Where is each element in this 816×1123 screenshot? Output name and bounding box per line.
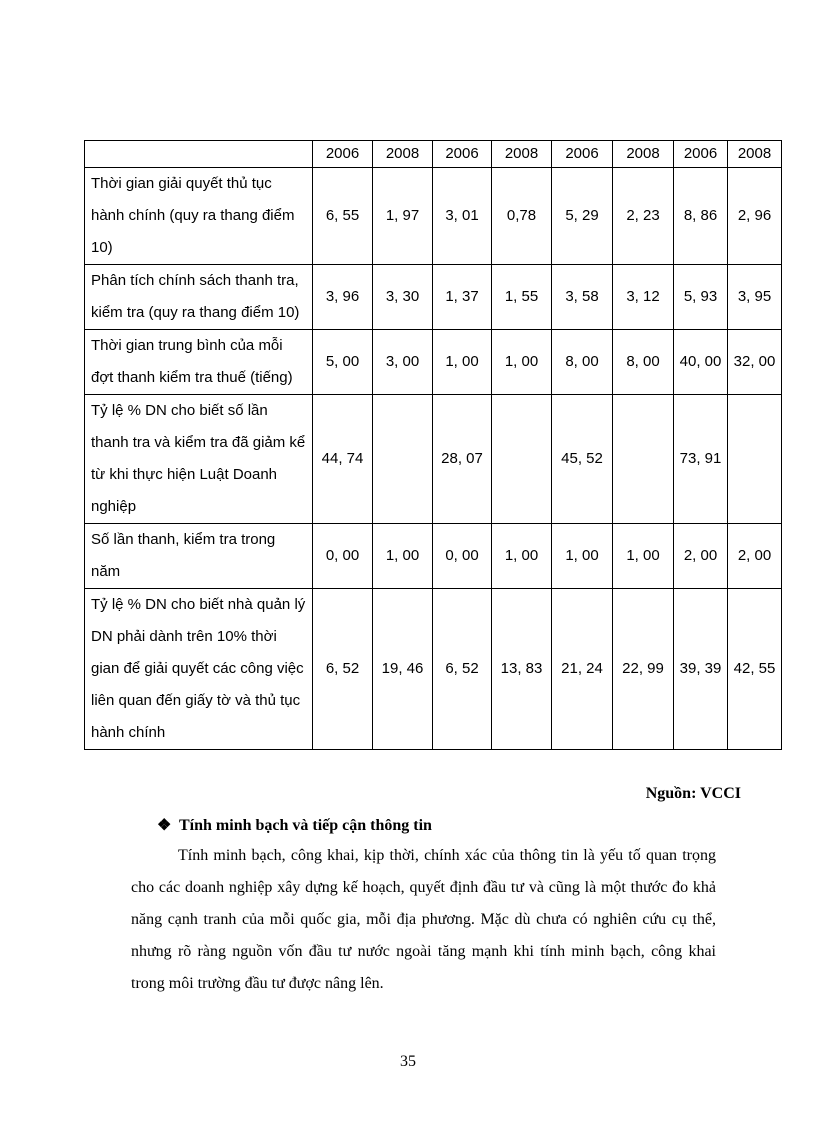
section-heading: [157, 814, 432, 838]
value-cell: 1, 37: [433, 265, 492, 330]
table-row: [85, 589, 782, 750]
value-cell: 5, 93: [674, 265, 728, 330]
value-cell: 3, 12: [613, 265, 674, 330]
section-heading-text: Tính minh bạch và tiếp cận thông tin: [179, 817, 432, 834]
value-cell: 0, 00: [313, 524, 373, 589]
value-cell: 32, 00: [728, 330, 782, 395]
year-header: 2006: [313, 141, 373, 168]
value-cell: 22, 99: [613, 589, 674, 750]
year-header: 2008: [373, 141, 433, 168]
value-cell: 42, 55: [728, 589, 782, 750]
value-cell: 3, 00: [373, 330, 433, 395]
value-cell: [728, 395, 782, 524]
year-header: 2008: [613, 141, 674, 168]
row-label: Số lần thanh, kiểm tra trong năm: [85, 524, 313, 589]
year-header: 2006: [433, 141, 492, 168]
value-cell: 21, 24: [552, 589, 613, 750]
value-cell: 2, 00: [728, 524, 782, 589]
table-row: [85, 395, 782, 524]
value-cell: 3, 01: [433, 168, 492, 265]
year-header: 2008: [492, 141, 552, 168]
value-cell: 8, 86: [674, 168, 728, 265]
value-cell: 39, 39: [674, 589, 728, 750]
value-cell: 1, 00: [433, 330, 492, 395]
value-cell: 19, 46: [373, 589, 433, 750]
value-cell: 1, 00: [552, 524, 613, 589]
value-cell: 3, 95: [728, 265, 782, 330]
value-cell: 8, 00: [552, 330, 613, 395]
value-cell: 0, 00: [433, 524, 492, 589]
value-cell: 1, 55: [492, 265, 552, 330]
table-row: [85, 524, 782, 589]
value-cell: 0,78: [492, 168, 552, 265]
value-cell: 3, 30: [373, 265, 433, 330]
table-row: [85, 330, 782, 395]
value-cell: 40, 00: [674, 330, 728, 395]
value-cell: [613, 395, 674, 524]
value-cell: 3, 58: [552, 265, 613, 330]
value-cell: 8, 00: [613, 330, 674, 395]
value-cell: 1, 00: [492, 330, 552, 395]
value-cell: 6, 52: [313, 589, 373, 750]
data-table: [84, 140, 782, 750]
value-cell: 6, 55: [313, 168, 373, 265]
value-cell: 1, 97: [373, 168, 433, 265]
body-paragraph: Tính minh bạch, công khai, kịp thời, chính xác của thông tin là yếu tố quan trọng cho các doanh nghiệp xây dựng kế hoạch, quyết định đầu tư và cũng là một thước đo khả năng cạnh tranh của mỗi quốc gia, mỗi địa phương. Mặc dù chưa có nghiên cứu cụ thể, nhưng rõ ràng nguồn vốn đầu tư nước ngoài tăng mạnh khi tính minh bạch, công khai trong môi trường đầu tư được nâng lên.: [131, 847, 716, 992]
value-cell: 2, 96: [728, 168, 782, 265]
value-cell: 1, 00: [613, 524, 674, 589]
source-note: Nguồn: VCCI: [645, 785, 741, 802]
value-cell: 28, 07: [433, 395, 492, 524]
value-cell: 6, 52: [433, 589, 492, 750]
table-header-row: [85, 141, 782, 168]
row-label: Tỷ lệ % DN cho biết nhà quản lý DN phải dành trên 10% thời gian để giải quyết các công việc liên quan đến giấy tờ và thủ tục hành chính: [85, 589, 313, 750]
value-cell: 45, 52: [552, 395, 613, 524]
value-cell: 13, 83: [492, 589, 552, 750]
year-header: 2008: [728, 141, 782, 168]
value-cell: 2, 00: [674, 524, 728, 589]
row-label: Thời gian trung bình của mỗi đợt thanh kiểm tra thuế (tiếng): [85, 330, 313, 395]
row-label: Thời gian giải quyết thủ tục hành chính (quy ra thang điểm 10): [85, 168, 313, 265]
value-cell: 1, 00: [373, 524, 433, 589]
value-cell: 5, 29: [552, 168, 613, 265]
year-header: 2006: [552, 141, 613, 168]
diamond-bullet-icon: ❖: [157, 817, 172, 834]
value-cell: 3, 96: [313, 265, 373, 330]
value-cell: 44, 74: [313, 395, 373, 524]
value-cell: [373, 395, 433, 524]
header-empty-cell: [85, 141, 313, 168]
value-cell: 73, 91: [674, 395, 728, 524]
value-cell: 5, 00: [313, 330, 373, 395]
page-number: 35: [400, 1053, 416, 1070]
value-cell: 1, 00: [492, 524, 552, 589]
year-header: 2006: [674, 141, 728, 168]
value-cell: [492, 395, 552, 524]
row-label: Phân tích chính sách thanh tra, kiểm tra (quy ra thang điểm 10): [85, 265, 313, 330]
row-label: Tỷ lệ % DN cho biết số lần thanh tra và kiểm tra đã giảm kể từ khi thực hiện Luật Doanh nghiệp: [85, 395, 313, 524]
value-cell: 2, 23: [613, 168, 674, 265]
table-row: [85, 168, 782, 265]
table-row: [85, 265, 782, 330]
